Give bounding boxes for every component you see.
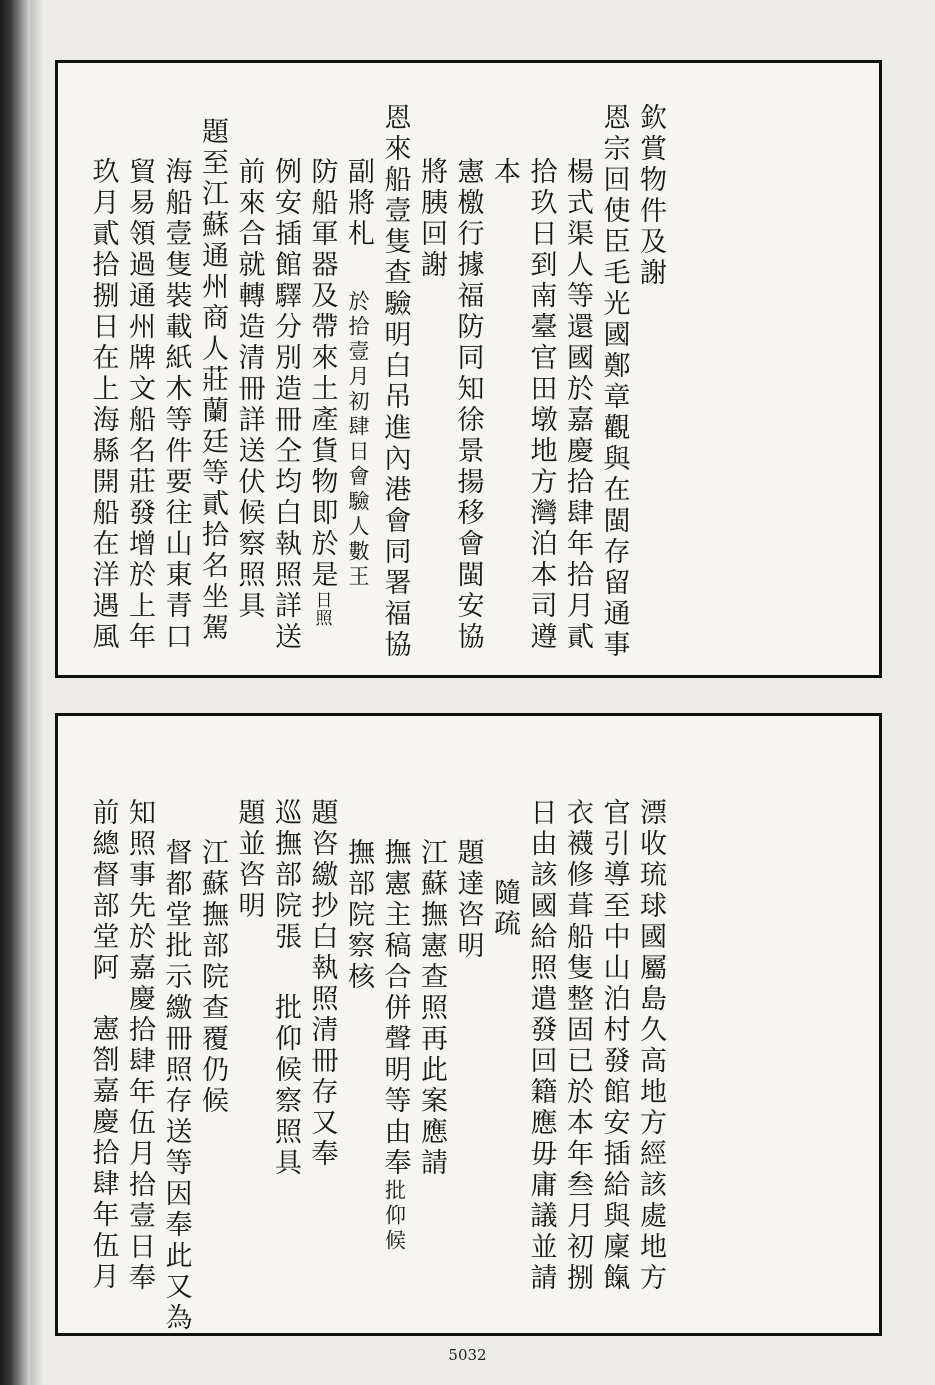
column-text: 知照事先於嘉慶拾肆年伍月拾壹日奉 <box>124 798 155 1294</box>
text-column <box>449 798 486 1309</box>
top-text-area <box>58 63 879 675</box>
bottom-document-panel <box>55 713 882 1336</box>
text-column <box>340 798 377 1309</box>
column-small-text: 日照 <box>311 591 332 627</box>
text-column <box>559 103 596 651</box>
column-text: 隨疏 <box>489 878 520 940</box>
column-text: 江蘇撫憲查照再此案應請 <box>416 838 447 1179</box>
column-text: 題並咨明 <box>233 798 265 922</box>
text-column <box>559 798 596 1309</box>
text-column <box>303 798 340 1309</box>
text-column <box>194 798 231 1309</box>
column-text: 本 <box>489 157 520 188</box>
column-text: 貿易領過通州牌文船名莊發增於上年 <box>124 157 155 653</box>
column-text: 督都堂批示繳冊照存送等因奉此又為 <box>160 838 192 1334</box>
text-column <box>303 103 340 651</box>
text-column <box>157 103 194 651</box>
column-text: 漂收琉球國屬島久高地方經該處地方 <box>635 798 666 1294</box>
text-column <box>376 103 413 661</box>
page-number: 5032 <box>448 1346 487 1364</box>
column-text-continuation: 於拾壹月初肆日會驗人數王 <box>346 290 370 590</box>
column-text: 恩來船壹隻查驗明白吊進內港會同署福協 <box>379 103 411 661</box>
column-text: 例安插館驛分別造冊仝均白執照詳送 <box>270 157 301 653</box>
column-text: 日由該國給照遣發回籍應毋庸議並請 <box>525 798 557 1294</box>
text-column <box>595 103 632 661</box>
column-text: 前總督部堂阿 <box>87 798 119 984</box>
text-column <box>230 798 267 1309</box>
column-text: 江蘇撫部院查覆仍候 <box>197 838 228 1117</box>
text-column <box>194 103 231 651</box>
column-text: 副將札 <box>343 157 374 250</box>
binding-shadow <box>30 0 44 1385</box>
column-text: 玖月貳拾捌日在上海縣開船在洋遇風 <box>87 157 119 653</box>
text-column <box>486 103 523 651</box>
text-column <box>632 103 669 651</box>
book-binding-edge <box>0 0 30 1385</box>
column-text: 撫部院察核 <box>343 838 374 993</box>
text-column <box>522 103 559 651</box>
text-column <box>413 103 450 651</box>
column-text: 前來合就轉造清冊詳送伏候察照具 <box>233 157 265 622</box>
column-text: 衣襪修葺船隻整固已於本年叁月初捌 <box>562 798 593 1294</box>
text-column <box>632 798 669 1309</box>
text-column <box>413 798 450 1309</box>
column-text: 恩宗回使臣毛光國鄭章觀與在閩存留通事 <box>598 103 630 661</box>
column-text: 官引導至中山泊村發館安插給與廩餼 <box>598 798 630 1294</box>
column-text: 巡撫部院張 <box>270 798 301 953</box>
column-text-continuation: 批仰候察照具 <box>270 993 301 1179</box>
column-text: 撫憲主稿合併聲明等由奉 <box>379 838 411 1179</box>
column-text: 題達咨明 <box>452 838 484 962</box>
bottom-vertical-text <box>84 798 668 1334</box>
column-text: 將胰回謝 <box>416 157 447 281</box>
text-column <box>230 103 267 651</box>
text-column <box>486 798 523 1309</box>
column-text: 憲檄行據福防同知徐景揚移會閩安協 <box>452 157 484 653</box>
text-column <box>267 798 304 1309</box>
text-column <box>340 103 377 651</box>
text-column <box>84 798 121 1309</box>
column-text: 楊式渠人等還國於嘉慶拾肆年拾月貳 <box>562 157 593 653</box>
text-column <box>121 103 158 651</box>
column-text: 防船軍器及帶來土產貨物即於是 <box>306 157 338 591</box>
text-column <box>449 103 486 651</box>
top-document-panel <box>55 60 882 678</box>
text-column <box>376 798 413 1309</box>
text-column <box>84 103 121 651</box>
column-text: 欽賞物件及謝 <box>635 103 666 289</box>
text-column <box>522 798 559 1309</box>
column-text: 題至江蘇通州商人莊蘭廷等貳拾名坐駕 <box>197 117 228 644</box>
text-column <box>595 798 632 1309</box>
text-column <box>267 103 304 651</box>
top-vertical-text <box>84 103 668 661</box>
bottom-text-area <box>58 716 879 1333</box>
column-text: 海船壹隻裝載紙木等件要往山東青口 <box>160 157 192 653</box>
column-text-continuation: 憲劄嘉慶拾肆年伍月 <box>87 1014 119 1293</box>
column-small-text: 批仰候 <box>382 1179 407 1254</box>
text-column <box>157 798 194 1334</box>
column-text: 題咨繳抄白執照清冊存又奉 <box>306 798 338 1170</box>
text-column <box>121 798 158 1309</box>
column-text: 拾玖日到南臺官田墩地方灣泊本司遵 <box>525 157 557 653</box>
